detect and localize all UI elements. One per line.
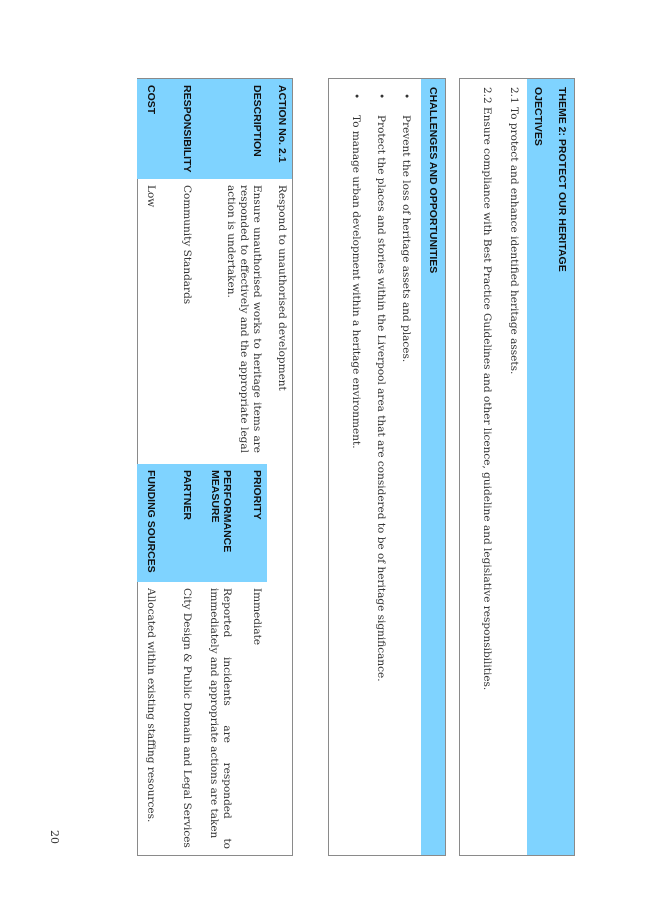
description-value: Ensure unauthorised works to heritage items are responded to effectively and the appropriate legal action is undertaken.: [225, 185, 263, 453]
priority-label: PRIORITY: [237, 464, 267, 582]
action-number-value: Respond to unauthorised development: [276, 185, 288, 391]
bullet-icon: •: [400, 93, 412, 100]
challenge-text: To manage urban development within a heritage environment.: [350, 115, 362, 449]
objectives-list: [466, 87, 520, 847]
performance-measure-label: PERFORMANCE MEASURE: [197, 464, 237, 582]
priority-value: Immediate: [251, 588, 263, 646]
theme-title: THEME 2: PROTECT OUR HERITAGE: [549, 79, 574, 855]
partner-value: City Design & Public Domain and Legal Services: [181, 588, 193, 848]
funding-sources-label: FUNDING SOURCES: [137, 464, 161, 582]
challenge-text: Prevent the loss of heritage assets and places.: [400, 115, 412, 363]
challenges-heading: CHALLENGES AND OPPORTUNITIES: [421, 79, 445, 855]
partner-label: PARTNER: [161, 464, 197, 582]
cost-value: Low: [145, 185, 157, 208]
action-table: [137, 78, 293, 856]
challenges-list: [337, 93, 412, 847]
objectives-heading: OJECTIVES: [527, 79, 549, 855]
challenge-item: [362, 93, 387, 847]
cost-label: COST: [137, 79, 161, 179]
theme-section: [459, 78, 575, 856]
page-number: 20: [48, 830, 61, 844]
objective-item: 2.1 To protect and enhance identified heritage assets.: [508, 87, 520, 375]
bullet-icon: •: [375, 93, 387, 100]
description-label: DESCRIPTION: [197, 79, 267, 179]
challenges-section: [328, 78, 446, 856]
objective-item: 2.2 Ensure compliance with Best Practice Guidelines and other licence, guideline and legislative responsibilities.: [481, 87, 493, 691]
funding-sources-value: Allocated within existing staffing resources.: [145, 588, 157, 823]
action-number-label: ACTION No. 2.1: [267, 79, 292, 179]
challenge-text: Protect the places and stories within the Liverpool area that are considered to be of heritage significance.: [375, 115, 387, 682]
responsibility-value: Community Standards: [181, 185, 193, 305]
bullet-icon: •: [350, 93, 362, 100]
performance-measure-value: Reported incidents are responded to immediately and appropriate actions are taken: [208, 588, 233, 849]
responsibility-label: RESPONSIBILITY: [161, 79, 197, 179]
challenge-item: [337, 93, 362, 847]
challenge-item: [387, 93, 412, 847]
